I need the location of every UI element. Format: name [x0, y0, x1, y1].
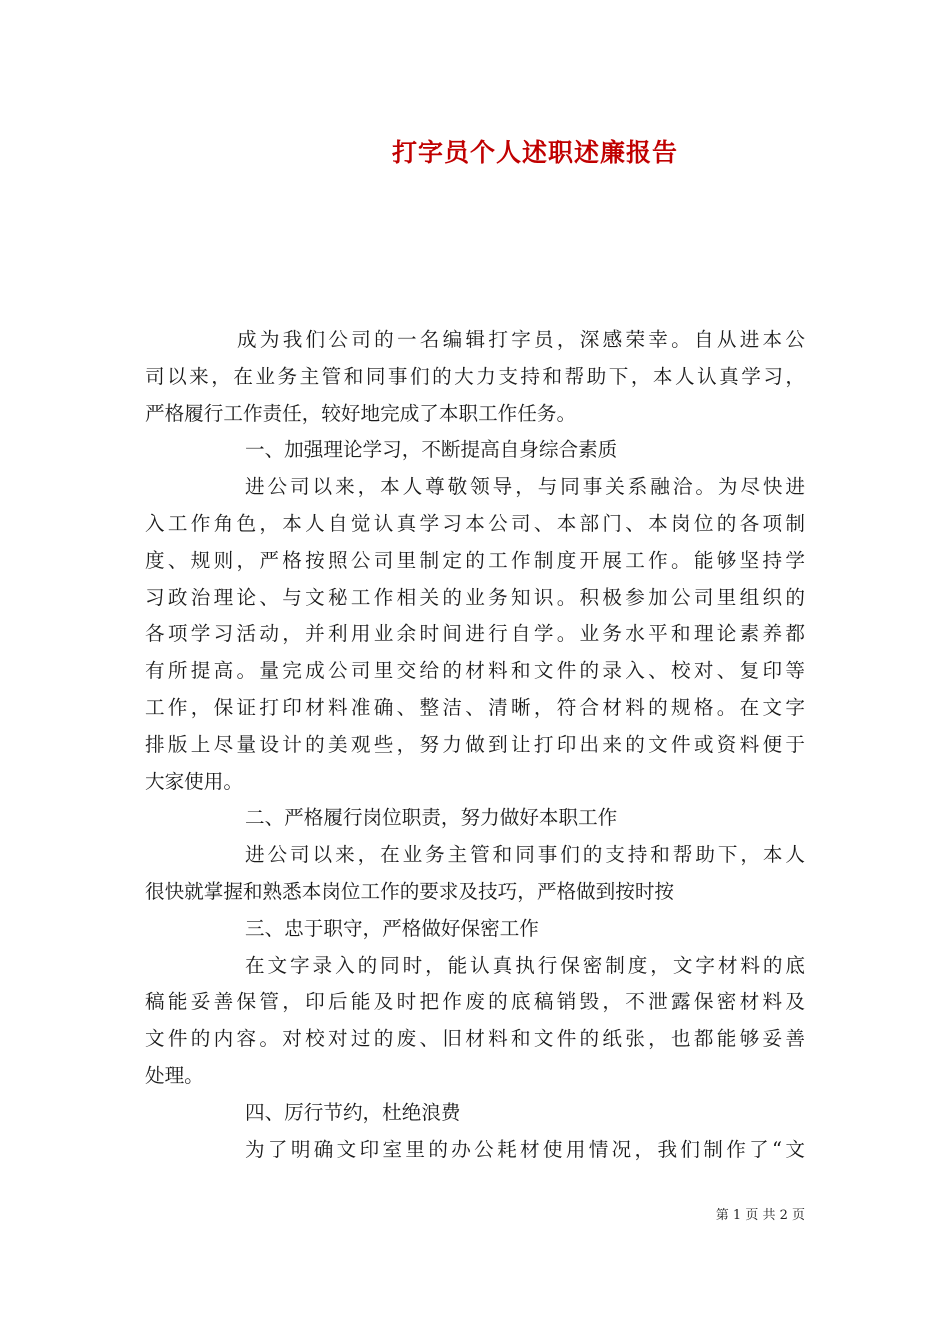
text-line: 各项学习活动，并利用业余时间进行自学。业务水平和理论素养都: [145, 622, 805, 646]
text-line: 成为我们公司的一名编辑打字员，深感荣幸。自从进本公: [237, 328, 805, 351]
text-line: 习政治理论、与文秘工作相关的业务知识。积极参加公司里组织的: [145, 585, 805, 609]
text-line: 入工作角色，本人自觉认真学习本公司、本部门、本岗位的各项制: [145, 511, 805, 535]
text-line: 度、规则，严格按照公司里制定的工作制度开展工作。能够坚持学: [145, 548, 805, 572]
text-line: 严格履行工作责任，较好地完成了本职工作任务。: [145, 401, 577, 425]
text-line: 进公司以来，在业务主管和同事们的支持和帮助下，本人: [245, 843, 805, 867]
text-line: 三、忠于职守，严格做好保密工作: [245, 916, 539, 940]
document-body: [145, 322, 805, 1168]
text-line: 进公司以来，本人尊敬领导，与同事关系融洽。为尽快进: [245, 475, 805, 499]
text-line: 处理。: [145, 1063, 204, 1087]
text-line: 有所提高。量完成公司里交给的材料和文件的录入、校对、复印等: [145, 659, 805, 683]
text-line: 稿能妥善保管，印后能及时把作废的底稿销毁，不泄露保密材料及: [145, 990, 805, 1014]
text-line: 排版上尽量设计的美观些，努力做到让打印出来的文件或资料便于: [145, 732, 805, 756]
text-line: 文件的内容。对校对过的废、旧材料和文件的纸张，也都能够妥善: [145, 1027, 805, 1051]
text-line: 为了明确文印室里的办公耗材使用情况，我们制作了“文: [245, 1137, 805, 1161]
text-line: 二、严格履行岗位职责，努力做好本职工作: [245, 806, 618, 830]
text-line: 工作，保证打印材料准确、整洁、清晰，符合材料的规格。在文字: [145, 695, 805, 719]
text-line: 大家使用。: [145, 769, 243, 793]
text-line: 很快就掌握和熟悉本岗位工作的要求及技巧，严格做到按时按: [145, 879, 675, 903]
page-footer: 第 1 页 共 2 页: [715, 1208, 805, 1223]
text-line: 四、厉行节约，杜绝浪费: [245, 1100, 461, 1124]
text-line: 在文字录入的同时，能认真执行保密制度，文字材料的底: [245, 953, 805, 977]
text-line: 司以来，在业务主管和同事们的大力支持和帮助下，本人认真学习，: [145, 364, 805, 388]
document-title: 打字员个人述职述廉报告: [391, 138, 678, 167]
text-line: 一、加强理论学习，不断提高自身综合素质: [245, 438, 618, 462]
